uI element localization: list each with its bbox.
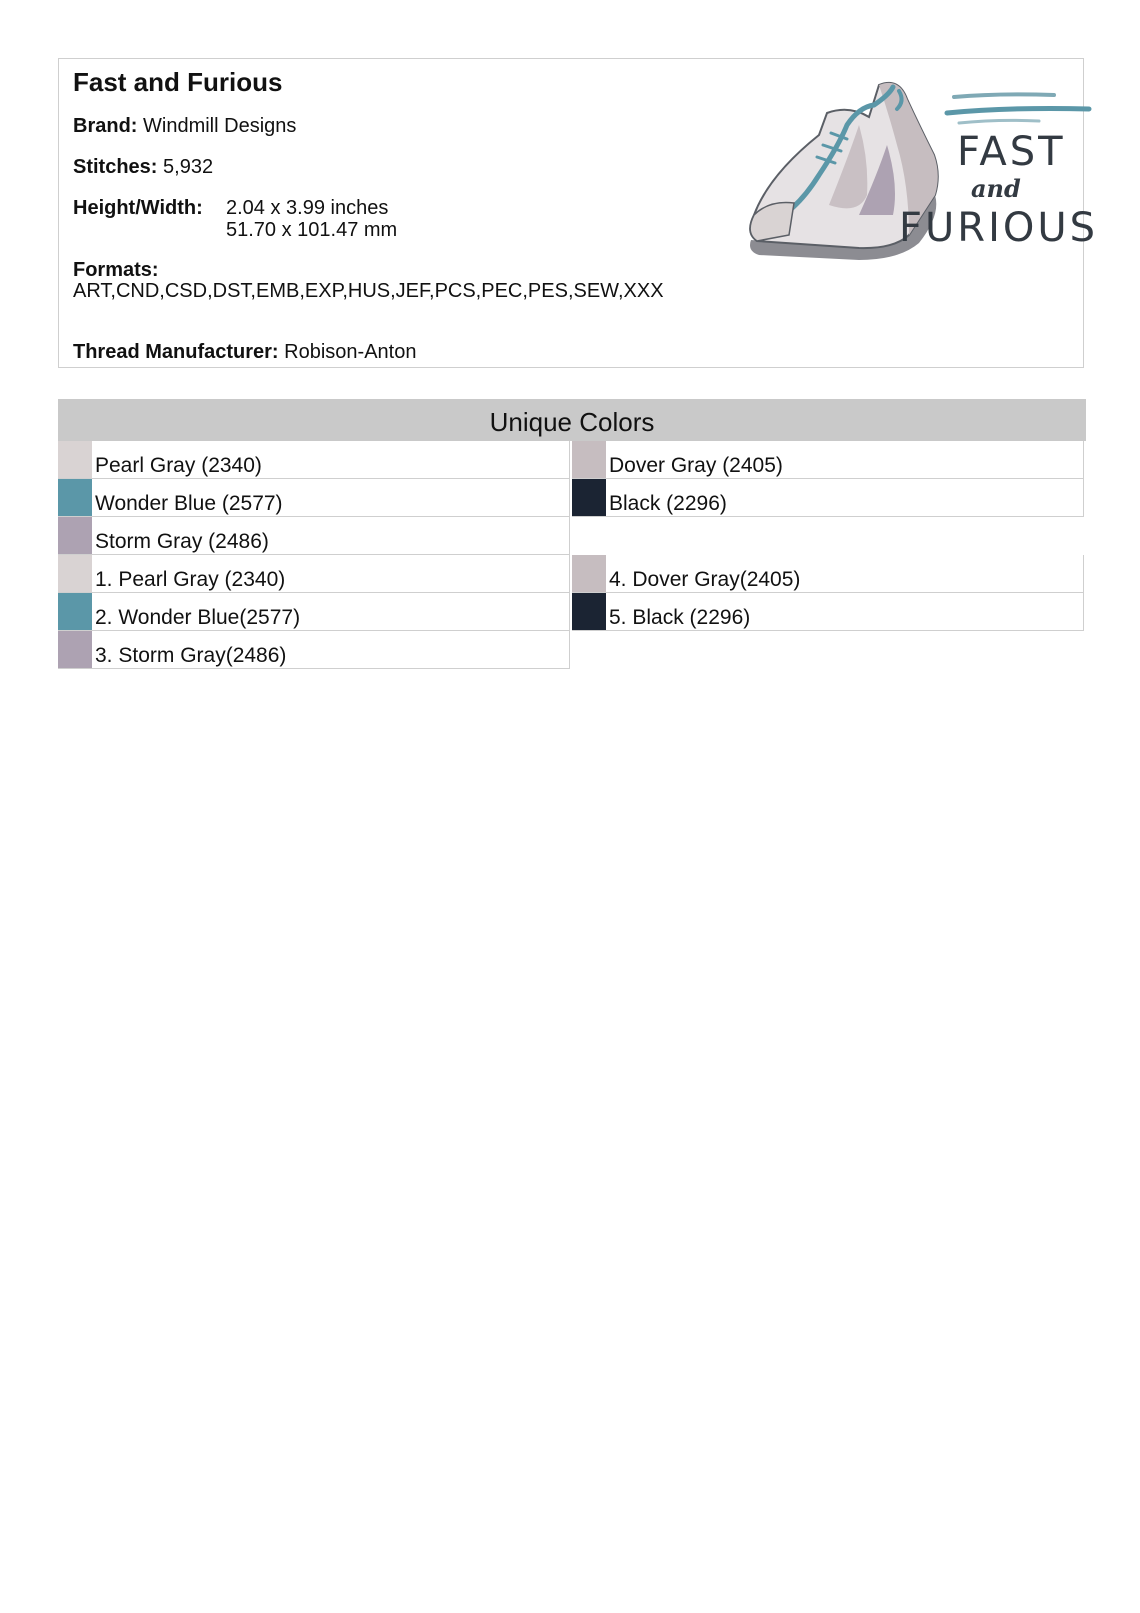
color-name: Wonder Blue (2577) xyxy=(95,492,283,515)
sequence-color-name: 1. Pearl Gray (2340) xyxy=(95,568,286,591)
color-swatch xyxy=(58,631,92,668)
running-shoe-logo xyxy=(709,65,1099,265)
height-width-mm: 51.70 x 101.47 mm xyxy=(226,219,398,241)
sequence-cell xyxy=(58,593,570,631)
thread-manufacturer-field xyxy=(73,341,416,363)
color-row xyxy=(58,441,1086,479)
formats-field xyxy=(73,259,683,302)
color-cell xyxy=(58,441,570,479)
color-swatch xyxy=(58,555,92,592)
stitches-field xyxy=(73,156,213,178)
thread-manufacturer-label: Thread Manufacturer: xyxy=(73,341,279,363)
formats-value: ART,CND,CSD,DST,EMB,EXP,HUS,JEF,PCS,PEC,PES,SEW,XXX xyxy=(73,280,664,302)
height-width-field xyxy=(73,197,713,241)
color-name: Dover Gray (2405) xyxy=(609,454,783,477)
sequence-color-name: 4. Dover Gray(2405) xyxy=(609,568,801,591)
stitches-label: Stitches: xyxy=(73,156,158,178)
sequence-color-name: 5. Black (2296) xyxy=(609,606,751,629)
sequence-cell xyxy=(572,593,1084,631)
brand-field xyxy=(73,115,296,137)
design-info-box xyxy=(58,58,1099,368)
color-swatch xyxy=(58,441,92,478)
brand-value: Windmill Designs xyxy=(143,115,297,137)
color-swatch xyxy=(572,593,606,630)
logo-text-furious: FURIOUS xyxy=(899,205,1099,251)
formats-label: Formats: xyxy=(73,259,159,281)
color-cell xyxy=(58,479,570,517)
height-width-label: Height/Width: xyxy=(73,197,203,219)
color-row xyxy=(58,479,1086,517)
height-width-values xyxy=(226,197,397,241)
color-swatch xyxy=(58,479,92,516)
color-cell xyxy=(572,479,1084,517)
stitches-value: 5,932 xyxy=(163,156,214,178)
logo-text-fast: FAST xyxy=(957,129,1066,175)
color-swatch xyxy=(572,441,606,478)
color-cell xyxy=(58,517,570,555)
color-swatch xyxy=(572,555,606,592)
design-logo xyxy=(709,65,1099,265)
color-name: Storm Gray (2486) xyxy=(95,530,269,553)
thread-manufacturer-value: Robison-Anton xyxy=(284,341,417,363)
sequence-color-name: 3. Storm Gray(2486) xyxy=(95,644,287,667)
color-swatch xyxy=(58,517,92,554)
unique-colors-table xyxy=(58,399,1086,669)
design-title: Fast and Furious xyxy=(73,67,283,97)
sequence-row xyxy=(58,593,1086,631)
color-name: Pearl Gray (2340) xyxy=(95,454,262,477)
color-cell xyxy=(572,441,1084,479)
color-row xyxy=(58,517,1086,555)
height-width-inches: 2.04 x 3.99 inches xyxy=(226,197,389,219)
color-swatch xyxy=(572,479,606,516)
sequence-row xyxy=(58,555,1086,593)
color-name: Black (2296) xyxy=(609,492,727,515)
logo-text-and: and xyxy=(971,174,1021,203)
sequence-color-name: 2. Wonder Blue(2577) xyxy=(95,606,301,629)
brand-label: Brand: xyxy=(73,115,138,137)
sequence-cell xyxy=(58,631,570,669)
sequence-cell xyxy=(58,555,570,593)
sequence-row xyxy=(58,631,1086,669)
unique-colors-header: Unique Colors xyxy=(58,399,1086,441)
sequence-cell xyxy=(572,555,1084,593)
color-swatch xyxy=(58,593,92,630)
